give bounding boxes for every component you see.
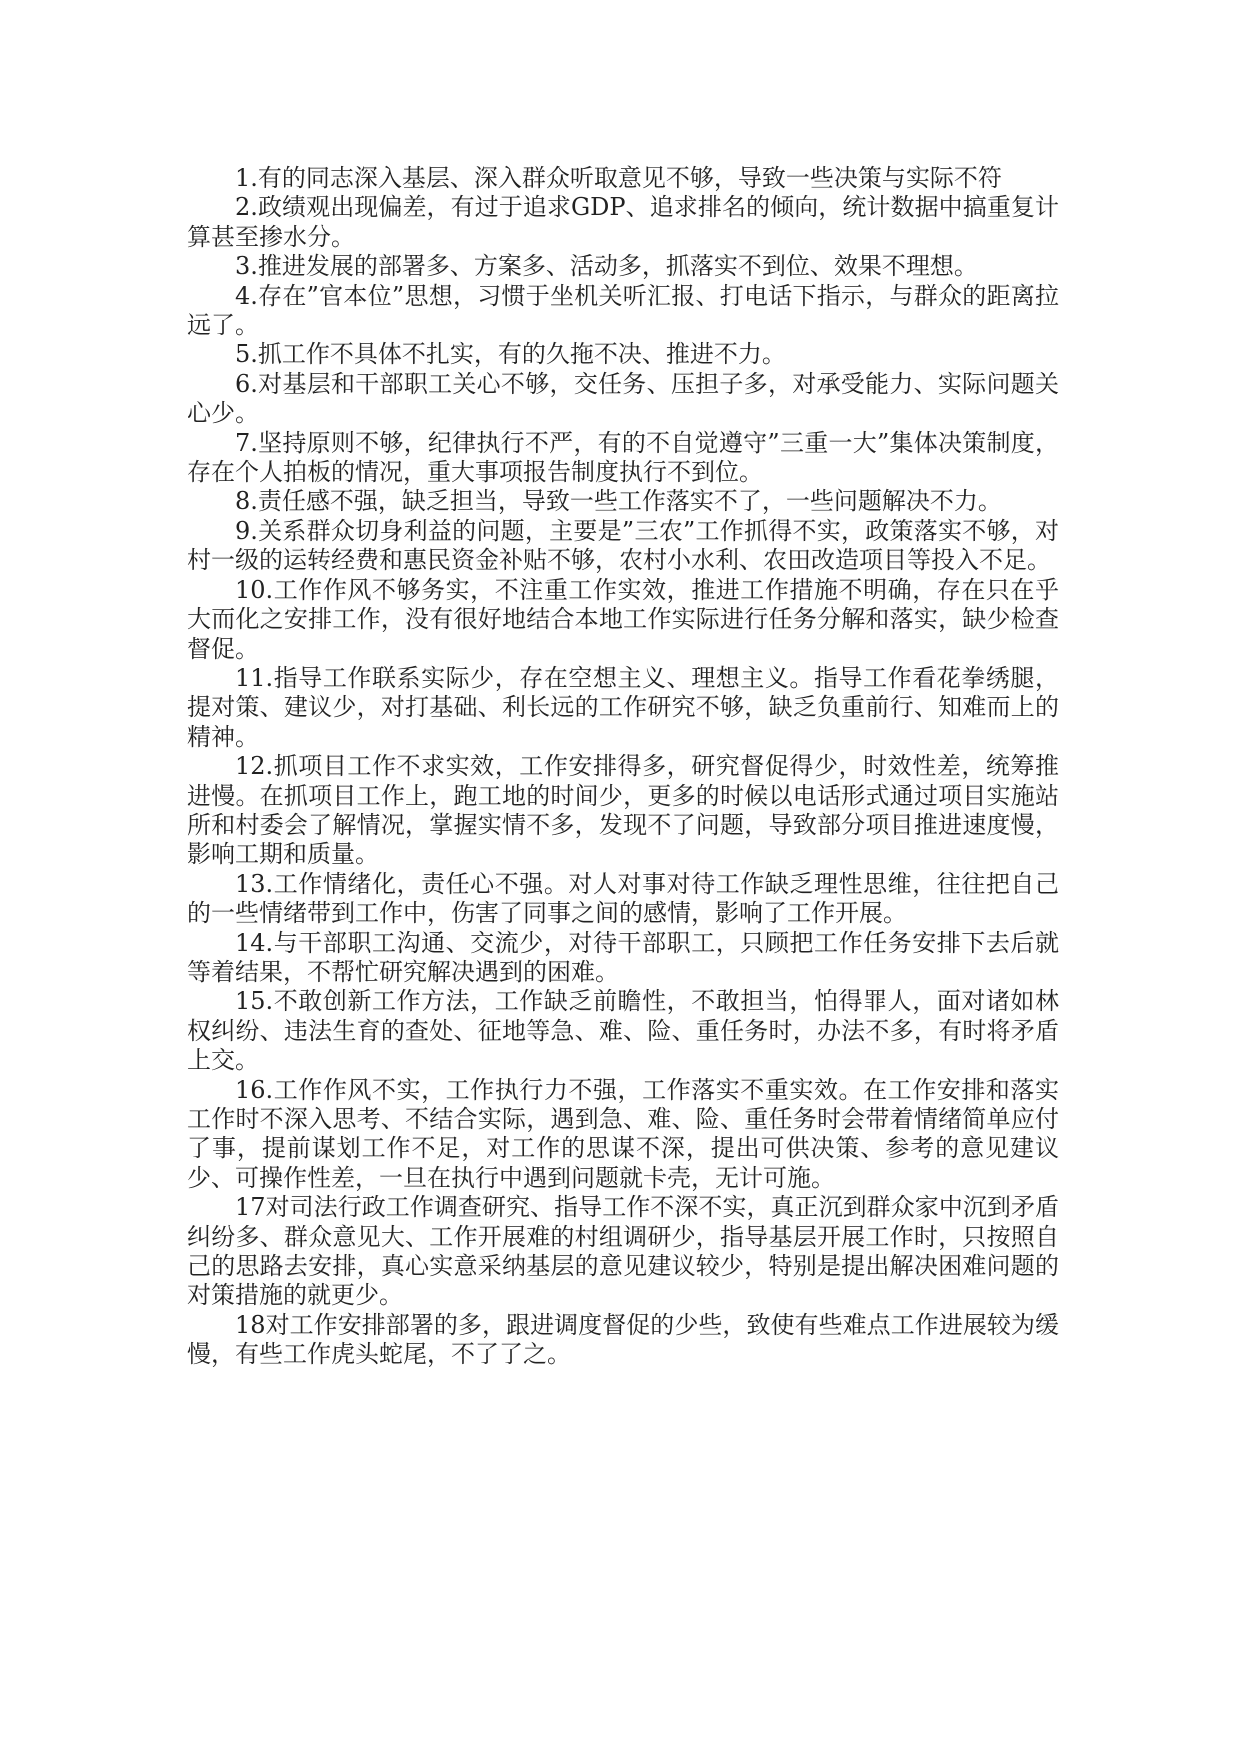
paragraph-8: 8.责任感不强，缺乏担当，导致一些工作落实不了，一些问题解决不力。 [235, 487, 1002, 516]
paragraph-6: 6.对基层和干部职工关心不够，交任务、压担子多，对承受能力、实际问题关心少。 [187, 369, 1059, 428]
paragraph-11: 11.指导工作联系实际少，存在空想主义、理想主义。指导工作看花拳绣腿，提对策、建议少，对打基础、利长远的工作研究不够，缺乏负重前行、知难而上的精神。 [187, 663, 1059, 751]
paragraph-16: 16.工作作风不实，工作执行力不强，工作落实不重实效。在工作安排和落实工作时不深入思考、不结合实际，遇到急、难、险、重任务时会带着情绪简单应付了事，提前谋划工作不足，对工作的思谋不深，提出可供决策、参考的意见建议少、可操作性差，一旦在执行中遇到问题就卡壳，无计可施。 [187, 1075, 1059, 1192]
paragraph-5: 5.抓工作不具体不扎实，有的久拖不决、推进不力。 [235, 340, 786, 369]
paragraph-3: 3.推进发展的部署多、方案多、活动多，抓落实不到位、效果不理想。 [235, 252, 978, 281]
paragraph-9: 9.关系群众切身利益的问题，主要是”三农”工作抓得不实，政策落实不够，对村一级的运转经费和惠民资金补贴不够，农村小水利、农田改造项目等投入不足。 [187, 516, 1059, 575]
paragraph-18: 18对工作安排部署的多，跟进调度督促的少些，致使有些难点工作进展较为缓慢，有些工作虎头蛇尾，不了了之。 [187, 1310, 1059, 1369]
paragraph-14: 14.与干部职工沟通、交流少，对待干部职工，只顾把工作任务安排下去后就等着结果，不帮忙研究解决遇到的困难。 [187, 928, 1059, 986]
paragraph-13: 13.工作情绪化，责任心不强。对人对事对待工作缺乏理性思维，往往把自己的一些情绪带到工作中，伤害了同事之间的感情，影响了工作开展。 [187, 869, 1059, 928]
paragraph-1: 1.有的同志深入基层、深入群众听取意见不够，导致一些决策与实际不符 [235, 164, 1002, 192]
paragraph-7: 7.坚持原则不够，纪律执行不严，有的不自觉遵守”三重一大”集体决策制度，存在个人拍板的情况，重大事项报告制度执行不到位。 [187, 428, 1059, 487]
paragraph-12: 12.抓项目工作不求实效，工作安排得多，研究督促得少，时效性差，统筹推进慢。在抓项目工作上，跑工地的时间少，更多的时候以电话形式通过项目实施站所和村委会了解情况，掌握实情不多，发现不了问题，导致部分项目推进速度慢，影响工期和质量。 [187, 752, 1059, 869]
paragraph-4: 4.存在”官本位”思想，习惯于坐机关听汇报、打电话下指示，与群众的距离拉远了。 [187, 281, 1059, 340]
paragraph-2: 2.政绩观出现偏差，有过于追求GDP、追求排名的倾向，统计数据中搞重复计算甚至掺水分。 [187, 193, 1059, 251]
paragraph-15: 15.不敢创新工作方法，工作缺乏前瞻性，不敢担当，怕得罪人，面对诸如林权纠纷、违法生育的查处、征地等急、难、险、重任务时，办法不多，有时将矛盾上交。 [187, 987, 1059, 1075]
document-body [187, 164, 1059, 1370]
paragraph-10: 10.工作作风不够务实，不注重工作实效，推进工作措施不明确，存在只在乎大而化之安排工作，没有很好地结合本地工作实际进行任务分解和落实，缺少检查督促。 [187, 575, 1059, 663]
paragraph-17: 17对司法行政工作调查研究、指导工作不深不实，真正沉到群众家中沉到矛盾纠纷多、群众意见大、工作开展难的村组调研少，指导基层开展工作时，只按照自己的思路去安排，真心实意采纳基层的意见建议较少，特别是提出解决困难问题的对策措施的就更少。 [187, 1193, 1059, 1310]
